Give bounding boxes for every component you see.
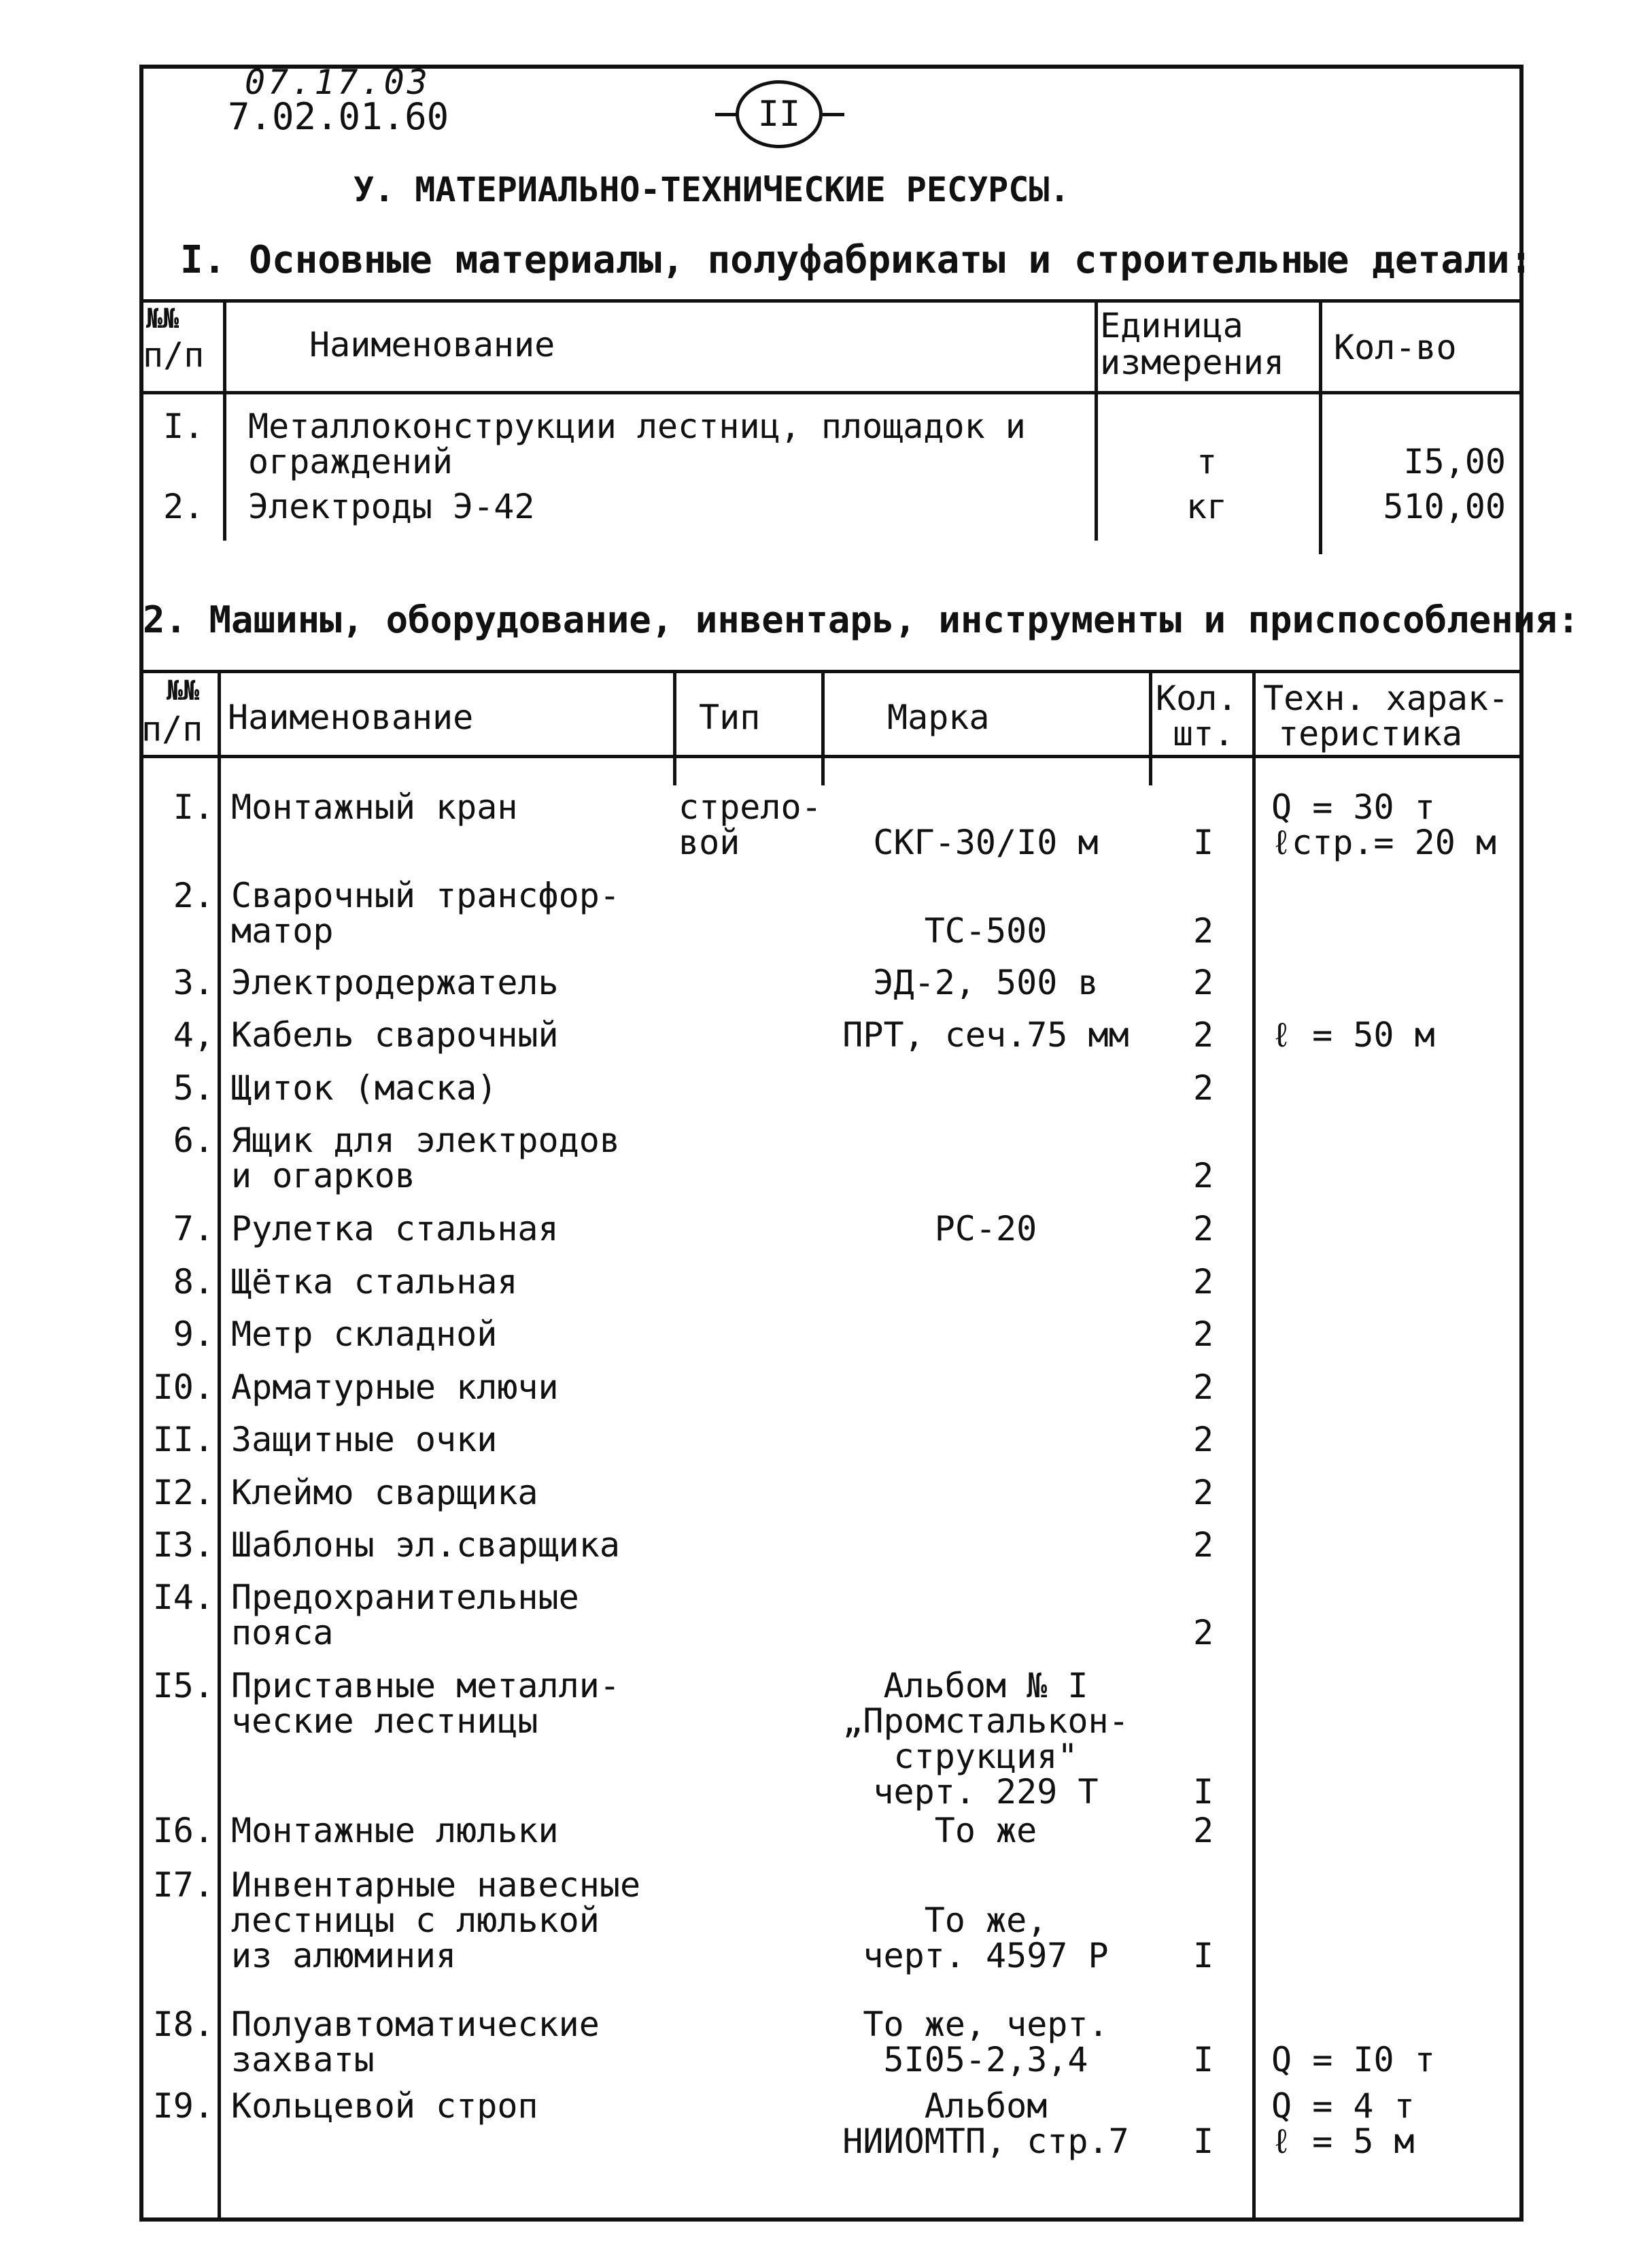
col-num-header-2: п/п xyxy=(143,335,205,375)
col-spec-header-2: теристика xyxy=(1278,714,1462,753)
row-mark: То же, черт. xyxy=(863,2005,1109,2044)
row-number: 2. xyxy=(173,876,214,915)
col-spec-header-1: Техн. харак- xyxy=(1263,679,1509,718)
row-qty: 2 xyxy=(1192,1209,1214,1248)
row-mark: 5I05-2,3,4 xyxy=(883,2040,1088,2079)
table-rule xyxy=(139,670,1524,673)
row-qty: I xyxy=(1192,1772,1214,1812)
row-number: 6. xyxy=(173,1121,214,1160)
row-qty: 2 xyxy=(1192,1367,1214,1407)
table-rule xyxy=(821,670,825,785)
row-number: 9. xyxy=(173,1314,214,1354)
row-number: 5. xyxy=(173,1068,214,1108)
row-spec: ℓ = 5 м xyxy=(1271,2122,1415,2161)
col-num-header-2: п/п xyxy=(141,709,203,749)
table-rule xyxy=(1095,299,1098,541)
row-name: Полуавтоматические xyxy=(231,2005,600,2044)
row-qty: 2 xyxy=(1192,1068,1214,1108)
row-name: Сварочный трансфор- xyxy=(231,876,620,915)
col-num-header-1: №№ xyxy=(146,303,179,335)
row-name: ограждений xyxy=(248,442,453,481)
row-qty: 2 xyxy=(1192,1525,1214,1565)
row-qty: I xyxy=(1192,2040,1214,2079)
row-name: Щиток (маска) xyxy=(231,1068,498,1108)
row-number: I6. xyxy=(152,1811,214,1850)
row-name: Ящик для электродов xyxy=(231,1121,620,1160)
table-rule xyxy=(223,299,226,541)
table-rule xyxy=(218,670,221,2222)
row-name: из алюминия xyxy=(231,1936,457,1975)
row-name: Арматурные ключи xyxy=(231,1367,559,1407)
divider xyxy=(139,299,1524,303)
col-qty-header-1: Кол. xyxy=(1156,679,1238,718)
row-name: Монтажный кран xyxy=(231,787,518,827)
row-name: матор xyxy=(231,911,334,951)
row-number: I5. xyxy=(152,1666,214,1705)
row-name: Защитные очки xyxy=(231,1420,498,1459)
col-unit-header-1: Единица xyxy=(1100,306,1243,345)
row-mark: ТС-500 xyxy=(924,911,1048,951)
row-spec: ℓ = 50 м xyxy=(1271,1015,1435,1055)
table-rule xyxy=(139,755,1524,758)
row-name: захваты xyxy=(231,2040,375,2079)
col-mark-header: Марка xyxy=(887,698,990,737)
row-qty: 2 xyxy=(1192,1420,1214,1459)
row-mark: СКГ-30/I0 м xyxy=(873,823,1099,862)
row-type: вой xyxy=(678,823,740,862)
document-code: 7.02.01.60 xyxy=(228,95,449,138)
row-qty: 2 xyxy=(1192,963,1214,1002)
page-number-dash-left xyxy=(715,113,737,116)
row-mark: Альбом xyxy=(924,2086,1048,2126)
row-mark: ЭД-2, 500 в xyxy=(873,963,1099,1002)
row-name: Металлоконструкции лестниц, площадок и xyxy=(248,407,1026,446)
row-mark: РС-20 xyxy=(934,1209,1037,1248)
row-name: Инвентарные навесные xyxy=(231,1865,641,1905)
row-number: 2. xyxy=(163,487,205,526)
section-title: У. МАТЕРИАЛЬНО-ТЕХНИЧЕСКИЕ РЕСУРСЫ. xyxy=(354,170,1070,209)
row-qty: I xyxy=(1192,2122,1214,2161)
row-qty: 2 xyxy=(1192,1314,1214,1354)
row-mark: Альбом № I xyxy=(883,1666,1088,1705)
table-rule xyxy=(1252,670,1256,2222)
row-number: I. xyxy=(163,407,205,446)
row-name: Монтажные люльки xyxy=(231,1811,559,1850)
row-name: Кабель сварочный xyxy=(231,1015,559,1055)
row-number: I9. xyxy=(152,2086,214,2126)
row-number: II. xyxy=(152,1420,214,1459)
row-qty: I xyxy=(1192,823,1214,862)
row-qty: 510,00 xyxy=(1383,487,1506,526)
row-name: Рулетка стальная xyxy=(231,1209,559,1248)
row-number: 8. xyxy=(173,1262,214,1302)
row-name: Шаблоны эл.сварщика xyxy=(231,1525,620,1565)
row-number: I0. xyxy=(152,1367,214,1407)
row-name: Кольцевой строп xyxy=(231,2086,538,2126)
row-mark: То же, xyxy=(924,1901,1048,1940)
row-name: лестницы с люлькой xyxy=(231,1901,600,1940)
row-qty: 2 xyxy=(1192,1156,1214,1195)
row-spec: Q = 4 т xyxy=(1271,2086,1415,2126)
row-name: Щётка стальная xyxy=(231,1262,518,1302)
row-type: стрело- xyxy=(678,787,822,827)
handwritten-code: 07.17.03 xyxy=(245,63,430,102)
row-qty: 2 xyxy=(1192,911,1214,951)
row-name: Метр складной xyxy=(231,1314,498,1354)
col-name-header: Наименование xyxy=(228,698,474,737)
row-name: пояса xyxy=(231,1613,334,1652)
row-number: 7. xyxy=(173,1209,214,1248)
col-name-header: Наименование xyxy=(309,325,555,364)
row-name: Электродержатель xyxy=(231,963,559,1002)
row-unit: т xyxy=(1196,442,1218,481)
row-qty: 2 xyxy=(1192,1811,1214,1850)
row-mark: То же xyxy=(934,1811,1037,1850)
row-spec: ℓстр.= 20 м xyxy=(1271,823,1497,862)
row-name: Электроды Э-42 xyxy=(248,487,535,526)
col-type-header: Тип xyxy=(699,698,761,737)
row-name: и огарков xyxy=(231,1156,415,1195)
machines-heading: 2. Машины, оборудование, инвентарь, инструменты и приспособления: xyxy=(143,598,1580,641)
row-name: Приставные металли- xyxy=(231,1666,620,1705)
table-rule xyxy=(1149,670,1152,785)
row-name: Клеймо сварщика xyxy=(231,1473,538,1512)
table-rule xyxy=(1319,299,1322,554)
col-unit-header-2: измерения xyxy=(1100,343,1284,382)
col-qty-header: Кол-во xyxy=(1334,328,1457,367)
row-name: ческие лестницы xyxy=(231,1701,538,1741)
row-number: I2. xyxy=(152,1473,214,1512)
col-qty-header-2: шт. xyxy=(1173,714,1235,753)
row-qty: 2 xyxy=(1192,1613,1214,1652)
row-mark: черт. 229 Т xyxy=(873,1772,1099,1812)
page-number: II xyxy=(736,80,823,148)
row-qty: 2 xyxy=(1192,1473,1214,1512)
row-number: I7. xyxy=(152,1865,214,1905)
row-number: I3. xyxy=(152,1525,214,1565)
row-qty: 2 xyxy=(1192,1015,1214,1055)
row-qty: I5,00 xyxy=(1403,442,1506,481)
row-name: Предохранительные xyxy=(231,1578,579,1617)
row-mark: НИИОМТП, стр.7 xyxy=(842,2122,1129,2161)
row-qty: I xyxy=(1192,1936,1214,1975)
row-spec: Q = I0 т xyxy=(1271,2040,1435,2079)
row-unit: кг xyxy=(1186,487,1228,526)
row-mark: черт. 4597 Р xyxy=(863,1936,1109,1975)
col-num-header-1: №№ xyxy=(167,675,200,707)
row-spec: Q = 30 т xyxy=(1271,787,1435,827)
page-number-dash-right xyxy=(823,113,844,116)
materials-heading: I. Основные материалы, полуфабрикаты и строительные детали: xyxy=(180,238,1533,282)
row-number: 4, xyxy=(173,1015,214,1055)
row-mark: струкция" xyxy=(893,1737,1078,1776)
row-number: I8. xyxy=(152,2005,214,2044)
row-number: I4. xyxy=(152,1578,214,1617)
row-qty: 2 xyxy=(1192,1262,1214,1302)
table-rule xyxy=(673,670,676,785)
row-mark: ПРТ, сеч.75 мм xyxy=(842,1015,1129,1055)
row-mark: „Промсталькон- xyxy=(842,1701,1129,1741)
row-number: 3. xyxy=(173,963,214,1002)
row-number: I. xyxy=(173,787,214,827)
table-rule xyxy=(139,391,1524,394)
